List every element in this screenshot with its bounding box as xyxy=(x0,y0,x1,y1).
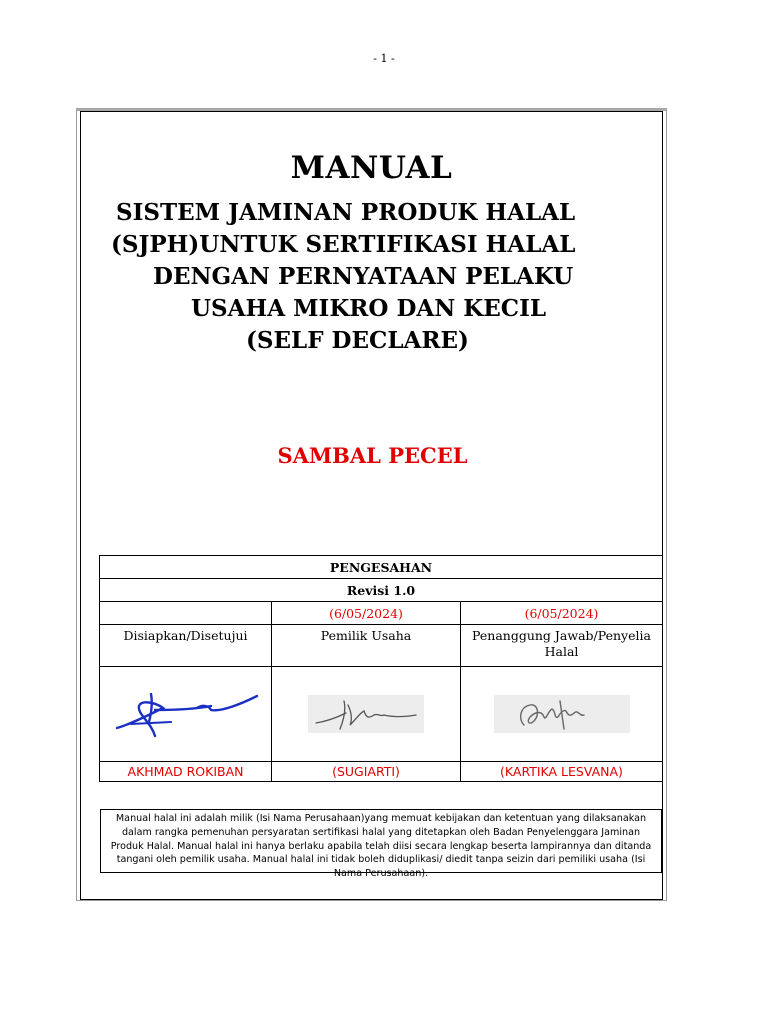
signature-scan-sugiarti xyxy=(308,695,424,733)
signature-blue-ink xyxy=(111,684,261,744)
signatory-3: (KARTIKA LESVANA) xyxy=(461,762,663,782)
product-name: SAMBAL PECEL xyxy=(277,443,468,468)
subtitle-line-5: (SELF DECLARE) xyxy=(246,327,469,354)
approval-heading: PENGESAHAN xyxy=(100,556,663,579)
signature-cell-2 xyxy=(272,667,461,762)
subtitle-line-4: USAHA MIKRO DAN KECIL xyxy=(191,295,547,322)
subtitle-line-3: DENGAN PERNYATAAN PELAKU xyxy=(153,263,574,290)
role-prepared-approved: Disiapkan/Disetujui xyxy=(100,625,272,667)
subtitle-line-2: (SJPH)UNTUK SERTIFIKASI HALAL xyxy=(111,231,576,258)
date-supervisor: (6/05/2024) xyxy=(461,602,663,625)
role-business-owner: Pemilik Usaha xyxy=(272,625,461,667)
signatory-2: (SUGIARTI) xyxy=(272,762,461,782)
approval-table xyxy=(99,555,663,782)
page-number: - 1 - xyxy=(373,52,395,65)
ownership-notice: Manual halal ini adalah milik (Isi Nama Perusahaan)yang memuat kebijakan dan ketentuan yang dilaksanakan dalam rangka pemenuhan persyaratan sertifikasi halal yang ditetapkan oleh Badan Penyelenggara Jaminan Produk Halal. Manual halal ini hanya berlaku apabila telah diisi secara lengkap beserta lampirannya dan ditanda tangani oleh pemilik usaha. Manual halal ini tidak boleh diduplikasi/ diedit tanpa seizin dari pemiliki usaha (Isi Nama Perusahaan). xyxy=(100,809,662,873)
date-owner: (6/05/2024) xyxy=(272,602,461,625)
signature-scan-kartika xyxy=(494,695,630,733)
role-halal-supervisor-label: Penanggung Jawab/Penyelia Halal xyxy=(472,628,651,659)
role-halal-supervisor xyxy=(461,625,663,667)
subtitle-line-1: SISTEM JAMINAN PRODUK HALAL xyxy=(116,199,576,226)
signature-cell-3 xyxy=(461,667,663,762)
cover-frame xyxy=(76,108,667,901)
manual-title: MANUAL xyxy=(290,150,453,186)
signatory-1: AKHMAD ROKIBAN xyxy=(100,762,272,782)
revision-label: Revisi 1.0 xyxy=(100,579,663,602)
date-cell-empty xyxy=(100,602,272,625)
signature-cell-1 xyxy=(100,667,272,762)
